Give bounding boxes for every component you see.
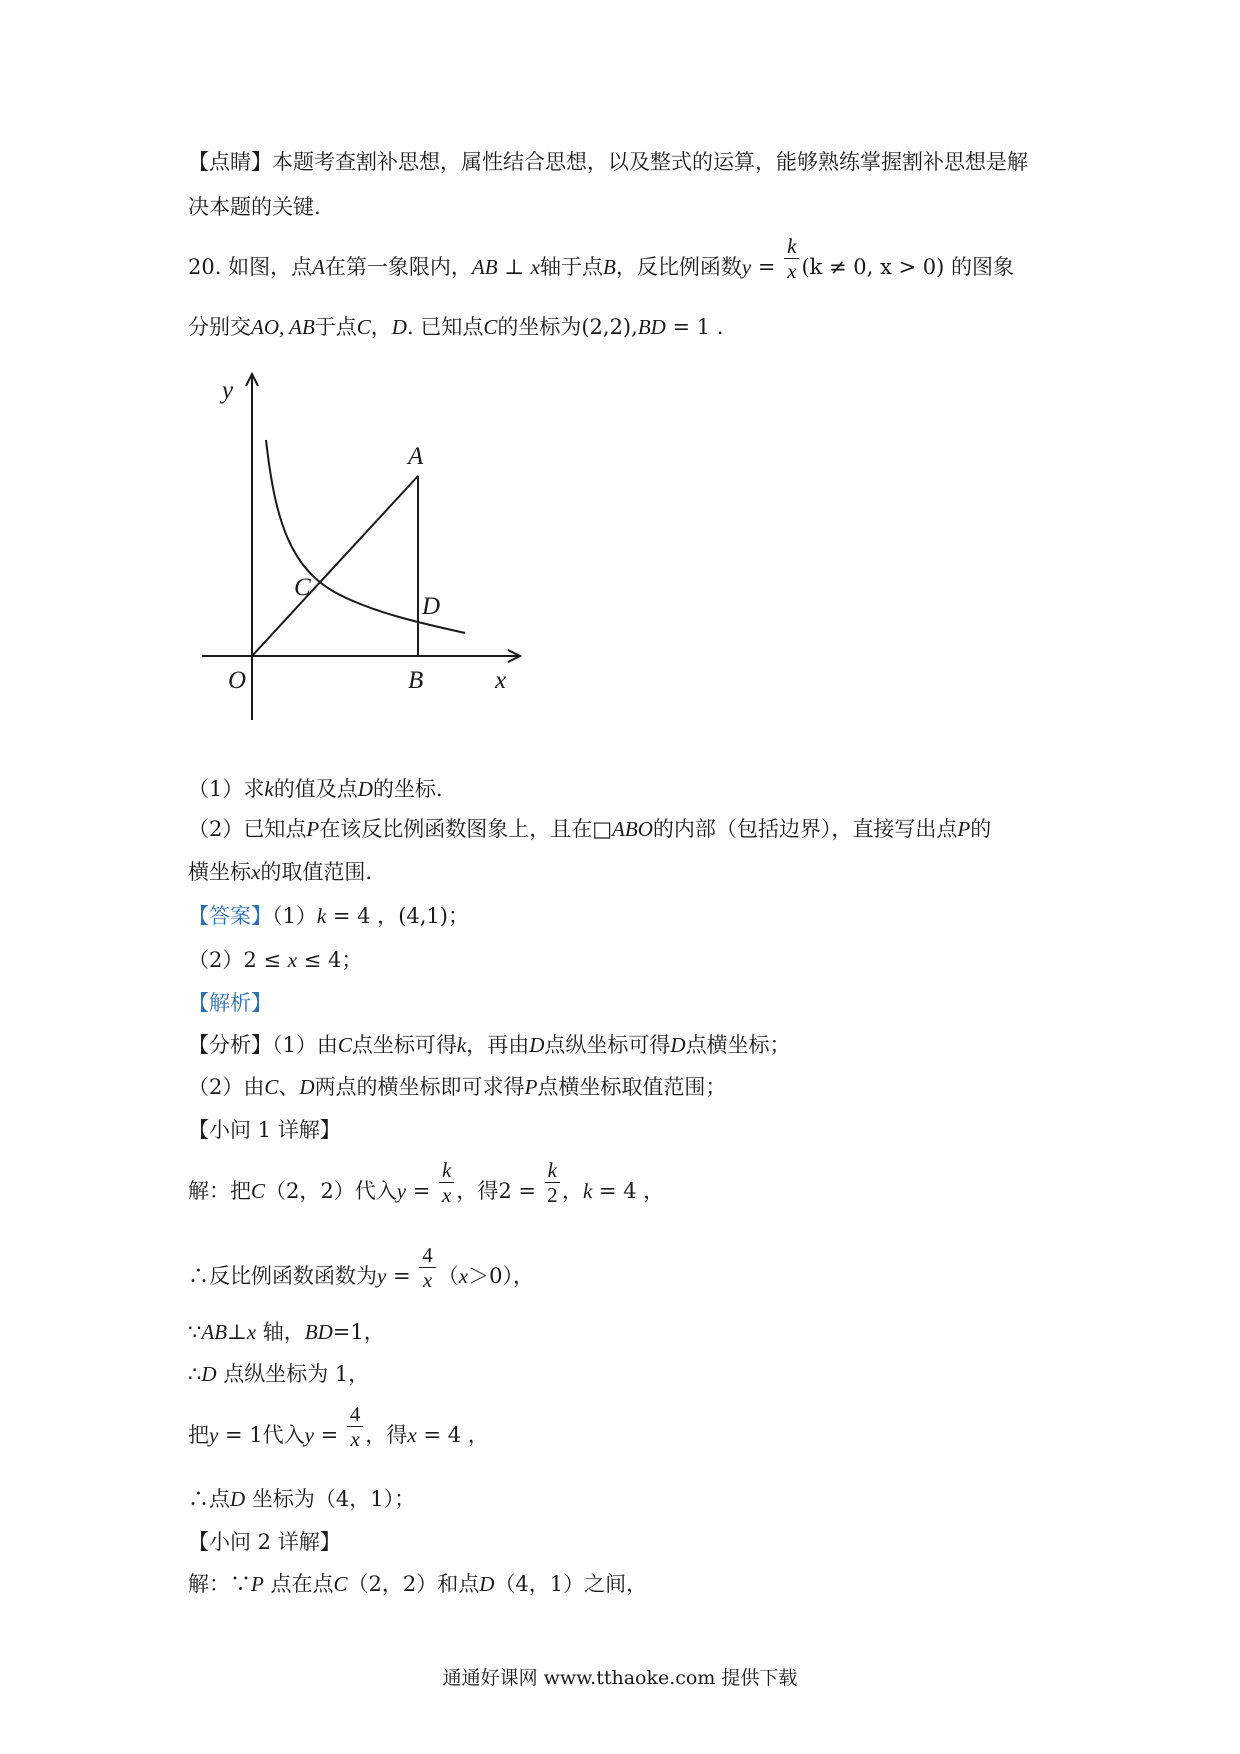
fraction-numerator: 4 xyxy=(419,1243,436,1268)
y-var: y xyxy=(377,1264,387,1288)
point-c-label: C xyxy=(333,1572,348,1596)
problem-text: 在第一象限内， xyxy=(324,255,472,279)
point-d-label: D xyxy=(529,1033,545,1057)
note-line-1 xyxy=(188,147,1028,177)
coord-c: (2,2), xyxy=(581,315,638,339)
point-d-label: D xyxy=(230,1487,246,1511)
point-c-label: C xyxy=(356,315,371,339)
fraction-numerator: k xyxy=(784,234,799,259)
sol-text: ，得 xyxy=(365,1423,408,1447)
axis-x-label: x xyxy=(495,667,507,694)
analysis-tag: 【解析】 xyxy=(188,991,272,1015)
sol-text: （2，2）代入 xyxy=(265,1179,397,1203)
fraction-denominator: x xyxy=(787,259,797,283)
q-text: 的内部（包括边界），直接写出点 xyxy=(652,817,958,841)
sub2-tag: 【小问 2 详解】 xyxy=(188,1530,341,1554)
point-d-label: D xyxy=(299,1075,315,1099)
sol-text: ∴反比例函数函数为 xyxy=(188,1264,377,1288)
sol-text: 点纵坐标为 1， xyxy=(216,1362,370,1386)
sol-text: ，得 xyxy=(456,1179,499,1203)
problem-text: 分别交 xyxy=(188,315,251,339)
q-text: （1）求 xyxy=(188,777,265,801)
answer-tag: 【答案】 xyxy=(188,904,272,928)
x-var: x xyxy=(458,1264,469,1288)
fraction-k-over-2 xyxy=(545,1158,560,1207)
fraction-denominator: x xyxy=(350,1427,360,1451)
point-c-label: C xyxy=(294,574,311,601)
point-c-label: C xyxy=(337,1033,352,1057)
bd-value: = 1 . xyxy=(665,315,724,339)
condition: (k ≠ 0, x > 0) xyxy=(801,255,945,279)
segments-ao-ab: AO, AB xyxy=(251,315,315,339)
sol-text: 2 = xyxy=(498,1179,543,1203)
problem-text: ，反比例函数 xyxy=(615,255,742,279)
an-text: （1）由 xyxy=(272,1033,338,1057)
problem-text: 的坐标为 xyxy=(497,315,582,339)
sub1-step-5 xyxy=(188,1402,489,1451)
problem-text: ， xyxy=(370,315,392,339)
an-text: （2）由 xyxy=(188,1075,265,1099)
note-tag: 【点睛】 xyxy=(188,150,272,174)
question-2 xyxy=(188,814,991,844)
x-var: x xyxy=(251,860,261,884)
segment-bd: BD xyxy=(304,1320,333,1344)
point-p-label: P xyxy=(251,1572,264,1596)
note-text-2: 决本题的关键. xyxy=(188,195,321,219)
fraction-numerator: k xyxy=(545,1158,560,1183)
point-p-label: P xyxy=(524,1075,538,1099)
problem-number: 20. 如图，点 xyxy=(188,255,313,279)
sol-text: =1， xyxy=(332,1320,385,1344)
sol-text: 解：∵ xyxy=(188,1572,251,1596)
axis-y-label: y xyxy=(222,377,234,404)
fraction-numerator: 4 xyxy=(347,1402,364,1427)
equals: = xyxy=(386,1264,418,1288)
answer-1 xyxy=(188,901,469,931)
point-p-label: P xyxy=(306,817,320,841)
sub1-tag-line xyxy=(188,1115,341,1145)
sol-text: = 4 ， xyxy=(416,1423,489,1447)
point-b-label: B xyxy=(603,255,616,279)
ans-text: ； xyxy=(341,948,363,972)
segment-ab: AB xyxy=(201,1320,228,1344)
sub1-step-1 xyxy=(188,1158,665,1207)
sol-text: ， xyxy=(562,1179,583,1203)
note-text-1: 本题考查割补思想，属性结合思想，以及整式的运算，能够熟练掌握割补思想是解 xyxy=(272,150,1028,174)
sol-text: （4，1）之间， xyxy=(494,1572,648,1596)
q-text: 的坐标. xyxy=(372,777,443,801)
sol-text: （2，2）和点 xyxy=(347,1572,480,1596)
y-var: y xyxy=(396,1179,407,1203)
sub2-step-1 xyxy=(188,1569,647,1599)
segment-bd: BD xyxy=(637,315,666,339)
problem-line-2 xyxy=(188,312,723,342)
fraction-k-over-x xyxy=(784,234,799,283)
an-text: 点横坐标取值范围； xyxy=(537,1075,727,1099)
k-var: k xyxy=(583,1179,593,1203)
sol-text: ∵ xyxy=(188,1320,202,1344)
answer-2 xyxy=(188,945,362,975)
ans-text: （1） xyxy=(272,904,317,928)
analysis-tag-line xyxy=(188,988,272,1018)
point-a-label: A xyxy=(408,443,424,470)
an-text: 、 xyxy=(278,1075,300,1099)
fenxi-tag: 【分析】 xyxy=(188,1033,272,1057)
page-footer: 通通好课网 www.tthaoke.com 提供下载 xyxy=(442,1667,798,1689)
q-text: 的值及点 xyxy=(273,777,358,801)
x-var: x xyxy=(287,948,298,972)
fraction-denominator: x xyxy=(422,1268,433,1292)
q-text: 的 xyxy=(970,817,992,841)
segment-ab: AB xyxy=(471,255,498,279)
triangle-symbol: □ xyxy=(592,817,613,841)
k-var: k xyxy=(456,1033,467,1057)
q-text: 横坐标 xyxy=(188,860,251,884)
point-d-label: D xyxy=(479,1572,495,1596)
k-var: k xyxy=(316,904,327,928)
point-p-label: P xyxy=(957,817,971,841)
sub1-step-4 xyxy=(188,1359,369,1389)
problem-line-1 xyxy=(188,234,1015,283)
an-text: 两点的横坐标即可求得 xyxy=(314,1075,525,1099)
sol-text: 坐标为（4，1）； xyxy=(245,1487,416,1511)
point-c-label: C xyxy=(483,315,498,339)
ans-text: ≤ 4 xyxy=(297,948,342,972)
an-text: 点纵坐标可得 xyxy=(544,1033,671,1057)
problem-text: 于点 xyxy=(314,315,357,339)
question-2-cont xyxy=(188,857,372,887)
sol-text: = 4 ， xyxy=(592,1179,665,1203)
an-text: 点横坐标； xyxy=(685,1033,791,1057)
sub1-step-2 xyxy=(188,1243,534,1292)
sol-text: ⊥ xyxy=(227,1320,247,1344)
point-d-label: D xyxy=(201,1362,217,1386)
ans-text: （2） xyxy=(188,948,244,972)
point-d-label: D xyxy=(357,777,373,801)
sol-text: 点在点 xyxy=(263,1572,334,1596)
equals: = xyxy=(313,1423,345,1447)
fraction-denominator: x xyxy=(442,1183,452,1207)
analysis-2 xyxy=(188,1072,726,1102)
an-text: 点坐标可得 xyxy=(351,1033,457,1057)
sol-text: = 1代入 xyxy=(218,1423,305,1447)
x-var: x xyxy=(530,255,540,279)
q-text: 的取值范围. xyxy=(260,860,373,884)
point-d-label: D xyxy=(422,593,441,620)
x-var: x xyxy=(407,1423,417,1447)
sol-text: ∴点 xyxy=(188,1487,230,1511)
sub1-step-3 xyxy=(188,1317,385,1347)
analysis-1 xyxy=(188,1030,791,1060)
sol-text: ∴ xyxy=(188,1362,202,1386)
fraction-4-over-x xyxy=(347,1402,364,1451)
sol-text: ＞0）， xyxy=(468,1264,534,1288)
sol-text: 解：把 xyxy=(188,1179,251,1203)
problem-text: 的图象 xyxy=(944,255,1015,279)
question-1 xyxy=(188,774,443,804)
ans-text: 2 ≤ xyxy=(243,948,288,972)
sub2-tag-line xyxy=(188,1527,341,1557)
coordinate-figure xyxy=(190,370,540,720)
an-text: ，再由 xyxy=(466,1033,530,1057)
x-var: x xyxy=(246,1320,257,1344)
ans-text: ； xyxy=(447,904,469,928)
point-c-label: C xyxy=(264,1075,279,1099)
point-d-label: D xyxy=(391,315,407,339)
fraction-4-over-x xyxy=(419,1243,436,1292)
q-text: 在该反比例函数图象上，且在 xyxy=(319,817,593,841)
fraction-denominator: 2 xyxy=(547,1183,558,1207)
problem-text: . 已知点 xyxy=(406,315,484,339)
point-c-label: C xyxy=(251,1179,266,1203)
point-b-label: B xyxy=(408,667,424,694)
sub1-tag: 【小问 1 详解】 xyxy=(188,1118,341,1142)
ans-coord: (4,1) xyxy=(398,904,448,928)
fraction-numerator: k xyxy=(439,1158,454,1183)
y-var: y xyxy=(304,1423,314,1447)
point-d-label: D xyxy=(670,1033,686,1057)
y-var: y xyxy=(741,255,752,279)
perp-symbol: ⊥ xyxy=(497,255,531,279)
sub1-step-6 xyxy=(188,1484,415,1514)
k-var: k xyxy=(264,777,274,801)
sol-text: 把 xyxy=(188,1423,209,1447)
q-text: （2）已知点 xyxy=(188,817,307,841)
origin-label: O xyxy=(228,667,247,694)
equals: = xyxy=(751,255,783,279)
y-var: y xyxy=(209,1423,219,1447)
ans-text: = 4 ， xyxy=(326,904,399,928)
problem-text: 轴于点 xyxy=(540,255,603,279)
triangle-abo: ABO xyxy=(612,817,653,841)
sol-text: （ xyxy=(437,1264,459,1288)
note-line-2 xyxy=(188,192,321,222)
fraction-k-over-x xyxy=(439,1158,454,1207)
point-a-label: A xyxy=(312,255,325,279)
sol-text: 轴， xyxy=(256,1320,305,1344)
equals: = xyxy=(406,1179,438,1203)
